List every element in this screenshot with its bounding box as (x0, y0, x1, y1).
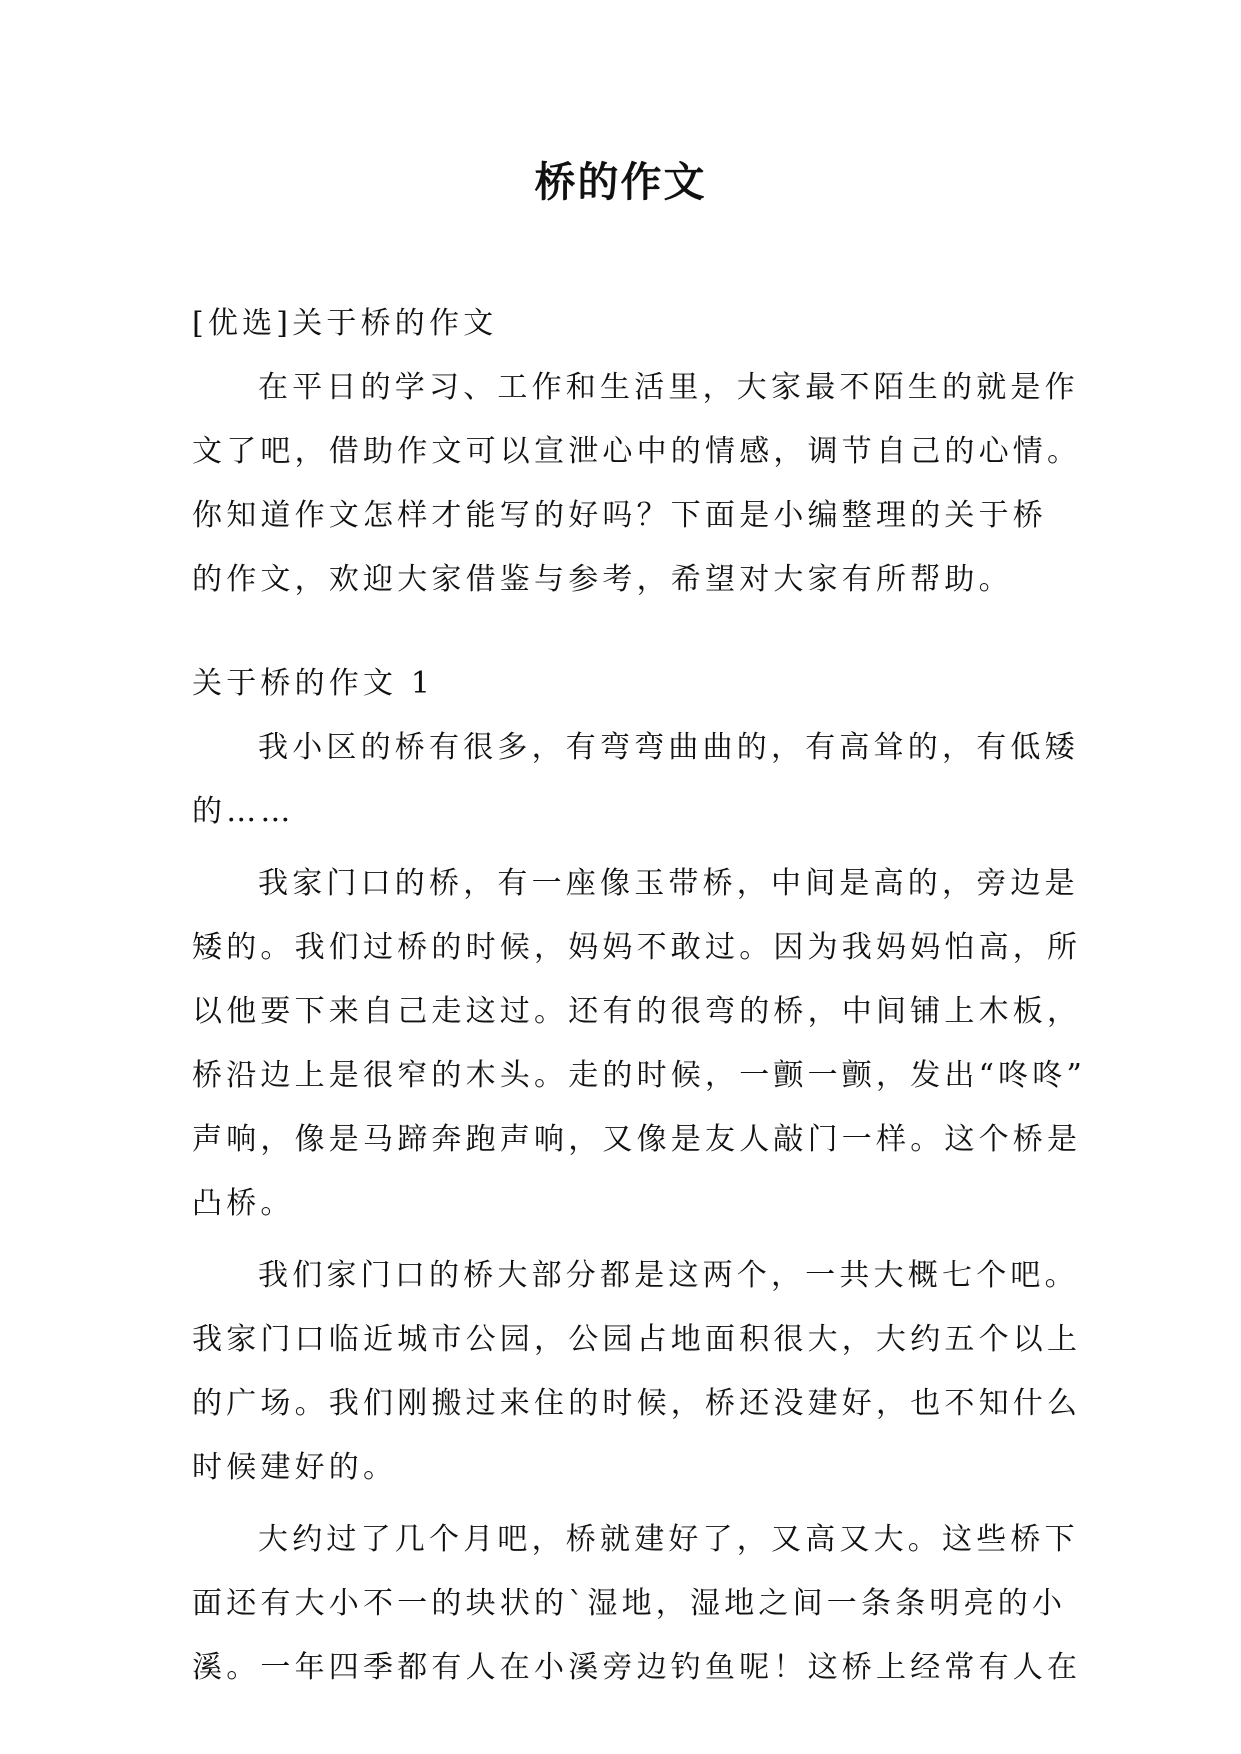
document-title: 桥的作文 (534, 158, 707, 206)
paragraph-line: 桥沿边上是很窄的木头。走的时候，一颤一颤，发出“咚咚” (192, 1058, 1087, 1093)
paragraph-line: 时候建好的。 (192, 1450, 398, 1485)
paragraph (192, 716, 1079, 844)
section-heading: 关于桥的作文 1 (192, 666, 435, 701)
paragraph-line: 声响，像是马蹄奔跑声响，又像是友人敲门一样。这个桥是 (192, 1122, 1082, 1157)
paragraph-line: 矮的。我们过桥的时候，妈妈不敢过。因为我妈妈怕高，所 (192, 930, 1082, 965)
intro-line: 的作文，欢迎大家借鉴与参考，希望对大家有所帮助。 (192, 562, 1013, 597)
paragraph-line: 我们家门口的桥大部分都是这两个，一共大概七个吧。 (258, 1258, 1079, 1293)
paragraph-line: 的广场。我们刚搬过来住的时候，桥还没建好，也不知什么 (192, 1386, 1082, 1421)
paragraph-line: 凸桥。 (192, 1186, 295, 1221)
paragraph-line: 面还有大小不一的块状的`湿地，湿地之间一条条明亮的小 (192, 1586, 1067, 1621)
paragraph-line: 我家门口的桥，有一座像玉带桥，中间是高的，旁边是 (258, 866, 1079, 901)
paragraph (192, 1244, 1082, 1500)
paragraph-line: 的…… (192, 794, 295, 829)
paragraph-line: 我小区的桥有很多，有弯弯曲曲的，有高耸的，有低矮 (258, 730, 1079, 765)
paragraph-spacer (192, 1236, 1076, 1244)
paragraph-line: 溪。一年四季都有人在小溪旁边钓鱼呢！这桥上经常有人在 (192, 1650, 1082, 1685)
document-body (192, 292, 1087, 1700)
paragraph-spacer (192, 1500, 1076, 1508)
paragraph-line: 以他要下来自己走这过。还有的很弯的桥，中间铺上木板， (192, 994, 1082, 1029)
document-subtitle: [优选]关于桥的作文 (192, 306, 498, 341)
intro-paragraph (192, 356, 1082, 612)
paragraph-line: 我家门口临近城市公园，公园占地面积很大，大约五个以上 (192, 1322, 1082, 1357)
paragraph (192, 1508, 1082, 1700)
paragraph-line: 大约过了几个月吧，桥就建好了，又高又大。这些桥下 (258, 1522, 1079, 1557)
intro-line: 在平日的学习、工作和生活里，大家最不陌生的就是作 (258, 370, 1079, 405)
paragraph-spacer (192, 844, 1076, 852)
intro-line: 文了吧，借助作文可以宣泄心中的情感，调节自己的心情。 (192, 434, 1082, 469)
paragraph (192, 852, 1087, 1236)
section-spacer (192, 612, 1076, 652)
intro-line: 你知道作文怎样才能写的好吗？下面是小编整理的关于桥 (192, 498, 1047, 533)
